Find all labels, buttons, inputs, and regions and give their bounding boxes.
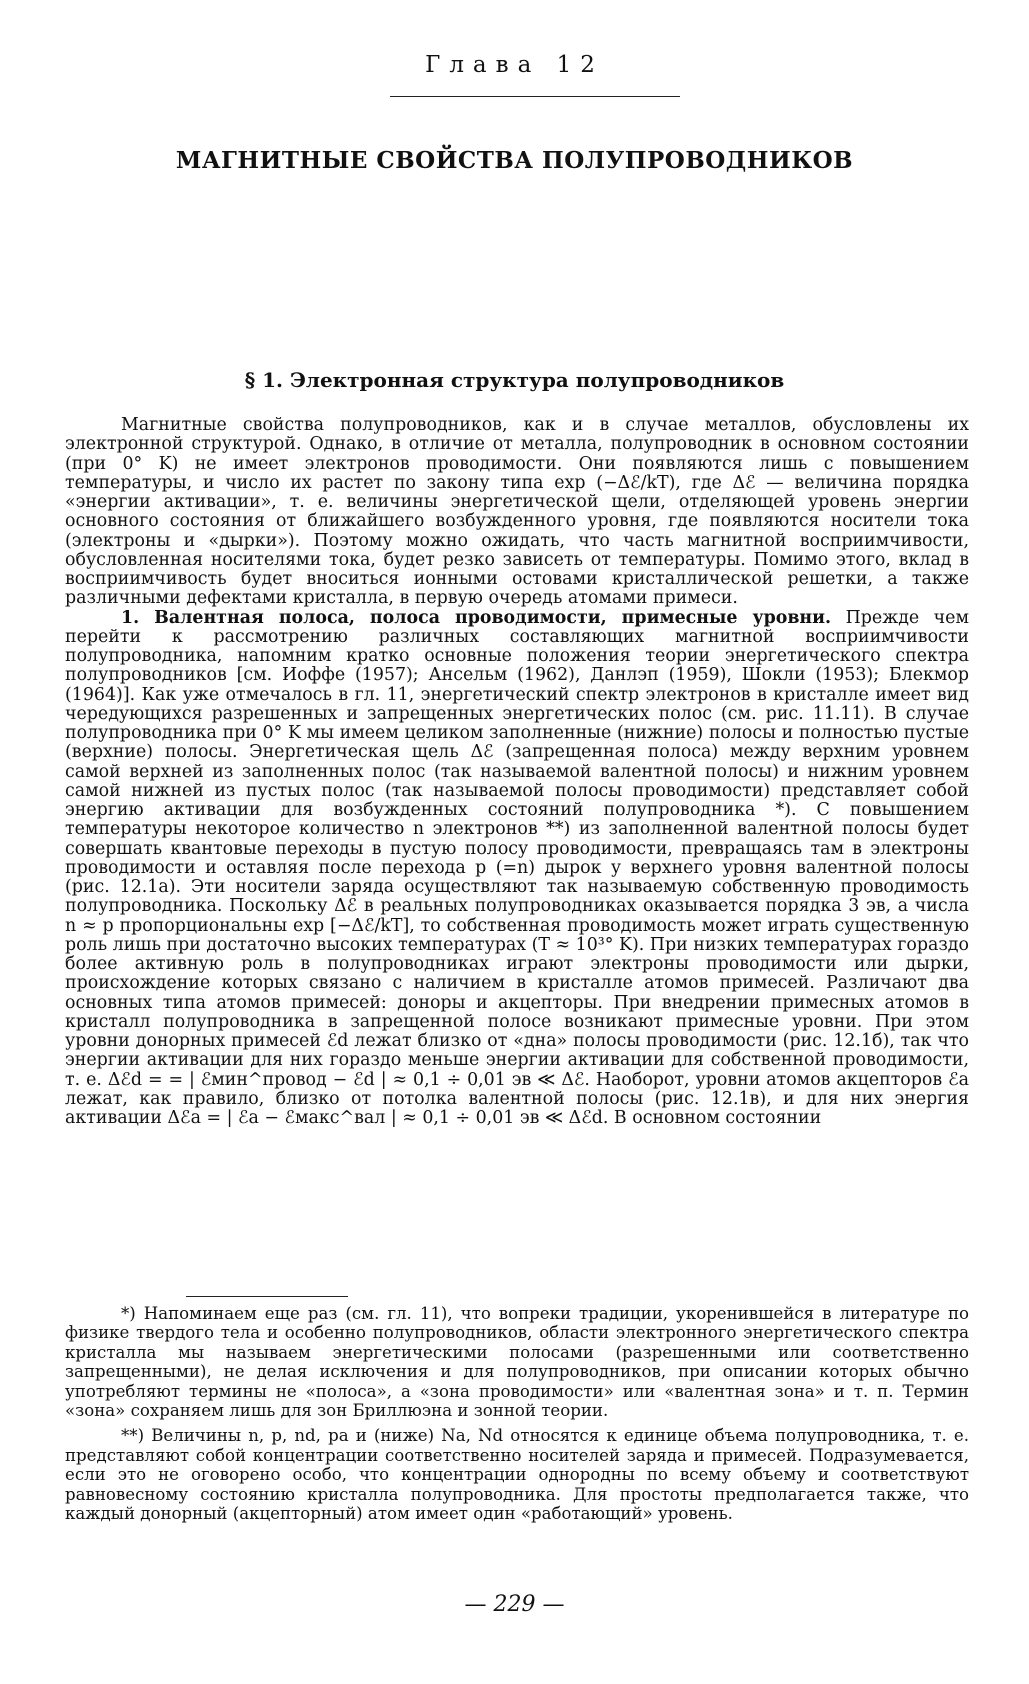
chapter-divider <box>390 96 680 97</box>
paragraph-2-text: Прежде чем перейти к рассмотрению различных составляющих магнитной восприимчивости полупроводника, напомним кратко основные положения теории энергетического спектра полупроводников [см. Иоффе (1957); Ансельм (1962), Данлэп (1959), Шокли (1953); Блекмор (1964)]. Как уже отмечалось в гл. 11, энергетический спектр электронов в кристалле имеет вид чередующихся разрешенных и запрещенных энергетических полос (см. рис. 11.11). В случае полупроводника при 0° K мы имеем целиком заполненные (нижние) полосы и полностью пустые (верхние) полосы. Энергетическая щель Δℰ (запрещенная полоса) между верхним уровнем самой верхней из заполненных полос (так называемой валентной полосы) и нижним уровнем самой нижней из пустых полос (так называемой полосы проводимости) представляет собой энергию активации для возбужденных состояний полупроводника *). С повышением температуры некоторое количество n электронов **) из заполненной валентной полосы будет совершать квантовые переходы в пустую полосу проводимости, превращаясь там в электроны проводимости и оставляя после перехода p (=n) дырок у верхнего уровня валентной полосы (рис. 12.1а). Эти носители заряда осуществляют так называемую собственную проводимость полупроводника. Поскольку Δℰ в реальных полупроводниках оказывается порядка 3 эв, а числа n ≈ p пропорциональны exp [−Δℰ/kT], то собственная проводимость может играть существенную роль лишь при достаточно высоких температурах (T ≈ 10³° K). При низких температурах гораздо более активную роль в полупроводниках играют электроны проводимости или дырки, происхождение которых связано с наличием в кристалле атомов примесей. Различают два основных типа атомов примесей: доноры и акцепторы. При внедрении примесных атомов в кристалл полупроводника в запрещенной полосе возникают примесные уровни. При этом уровни донорных примесей ℰd лежат близко от «дна» полосы проводимости (рис. 12.1б), так что энергии активации для них гораздо меньше энергии активации для собственной проводимости, т. е. Δℰd = = | ℰмин^провод − ℰd | ≈ 0,1 ÷ 0,01 эв ≪ Δℰ. Наоборот, уровни атомов акцепторов ℰa лежат, как правило, близко от потолка валентной полосы (рис. 12.1в), и для них энергия активации Δℰa = | ℰa − ℰмакс^вал | ≈ 0,1 ÷ 0,01 эв ≪ Δℰd. В основном состоянии <box>65 607 969 1128</box>
body-text <box>65 416 969 1128</box>
chapter-title: МАГНИТНЫЕ СВОЙСТВА ПОЛУПРОВОДНИКОВ <box>175 147 854 174</box>
paragraph-2 <box>65 609 969 1129</box>
paragraph-2-heading: 1. Валентная полоса, полоса проводимости, примесные уровни. <box>121 607 832 628</box>
section-title: § 1. Электронная структура полупроводников <box>244 368 785 392</box>
paragraph-1: Магнитные свойства полупроводников, как и в случае металлов, обусловлены их электронной структурой. Однако, в отличие от металла, полупроводник в основном состоянии (при 0° K) не имеет электронов проводимости. Они появляются лишь с повышением температуры, и число их растет по закону типа exp (−Δℰ/kT), где Δℰ — величина порядка «энергии активации», т. е. величины энергетической щели, отделяющей уровень энергии основного состояния от ближайшего возбужденного уровня, где появляются носители тока (электроны и «дырки»). Поэтому можно ожидать, что часть магнитной восприимчивости, обусловленная носителями тока, будет резко зависеть от температуры. Помимо этого, вклад в восприимчивость будет вноситься ионными остовами кристаллической решетки, а также различными дефектами кристалла, в первую очередь атомами примеси. <box>65 415 969 609</box>
footnote-2: **) Величины n, p, nd, pa и (ниже) Na, Nd относятся к единице объема полупроводника, т. е. представляют собой концентрации соответственно носителей заряда и примесей. Подразумевается, если это не оговорено особо, что концентрации однородны по всему объему и соответствуют равновесному состоянию кристалла полупроводника. Для простоты предполагается также, что каждый донорный (акцепторный) атом имеет один «работающий» уровень. <box>65 1426 969 1524</box>
page-number: — 229 — <box>464 1592 565 1617</box>
chapter-label: Глава 12 <box>425 52 604 78</box>
footnote-divider <box>186 1296 348 1297</box>
footnotes <box>65 1304 969 1523</box>
footnote-1: *) Напоминаем еще раз (см. гл. 11), что вопреки традиции, укоренившейся в литературе по физике твердого тела и особенно полупроводников, области электронного энергетического спектра кристалла мы называем энергетическими полосами (разрешенными или соответственно запрещенными), не делая исключения и для полупроводников, при описании которых обычно употребляют термины не «полоса», а «зона проводимости» или «валентная зона» и т. п. Термин «зона» сохраняем лишь для зон Бриллюэна и зонной теории. <box>65 1304 969 1421</box>
